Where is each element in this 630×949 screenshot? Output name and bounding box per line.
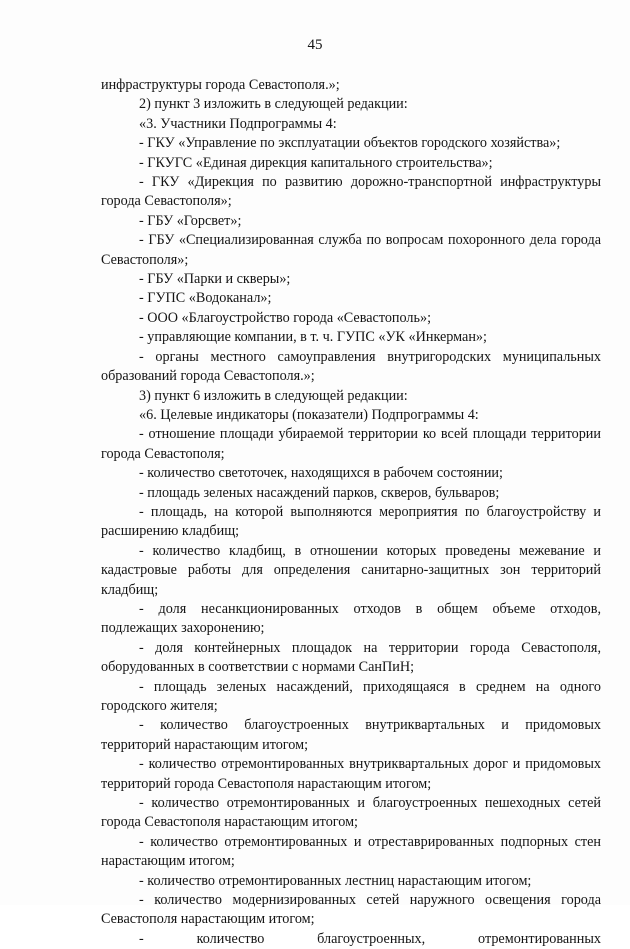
paragraph: - органы местного самоуправления внутригородских муниципальных образований города Севастополя.»;	[101, 348, 601, 385]
paragraph: - количество кладбищ, в отношении которых проведены межевание и кадастровые работы для определения санитарно-защитных зон территорий кладбищ;	[101, 542, 601, 598]
paragraph: - количество благоустроенных, отремонтированных	[139, 930, 601, 947]
paragraph: 2) пункт 3 изложить в следующей редакции:	[139, 96, 408, 113]
paragraph: - количество модернизированных сетей наружного освещения города Севастополя нарастающим итогом;	[101, 892, 601, 928]
paragraph: - ООО «Благоустройство города «Севастополь»;	[139, 309, 432, 326]
paragraph: инфраструктуры города Севастополя.»;	[101, 77, 340, 93]
paragraph: - количество отремонтированных и отреставрированных подпорных стен нарастающим итогом;	[101, 833, 601, 870]
paragraph: - количество благоустроенных внутриквартальных и придомовых территорий нарастающим итогом;	[101, 717, 601, 753]
paragraph: - количество светоточек, находящихся в рабочем состоянии;	[139, 465, 503, 482]
paragraph: - ГКУГС «Единая дирекция капитального строительства»;	[139, 154, 493, 171]
paragraph: - доля несанкционированных отходов в общем объеме отходов, подлежащих захоронению;	[101, 600, 601, 637]
paragraph: - ГКУ «Управление по эксплуатации объектов городского хозяйства»;	[139, 135, 561, 152]
paragraph: - количество отремонтированных лестниц нарастающим итогом;	[139, 872, 532, 889]
paragraph: «6. Целевые индикаторы (показатели) Подпрограммы 4:	[139, 406, 479, 423]
page-number: 45	[307, 37, 323, 53]
paragraph: - количество отремонтированных внутриквартальных дорог и придомовых территорий города Севастополя нарастающим итогом;	[101, 756, 601, 792]
paragraph: 3) пункт 6 изложить в следующей редакции:	[139, 387, 408, 404]
paragraph: - доля контейнерных площадок на территории города Севастополя, оборудованных в соответствии с нормами СанПиН;	[101, 639, 601, 676]
paragraph: - ГБУ «Специализированная служба по вопросам похоронного дела города Севастополя»;	[101, 232, 601, 268]
paragraph: «3. Участники Подпрограммы 4:	[139, 115, 337, 132]
paragraph: - отношение площади убираемой территории ко всей площади территории города Севастополя;	[101, 426, 601, 462]
paragraph: - площадь, на которой выполняются мероприятия по благоустройству и расширению кладбищ;	[101, 503, 601, 540]
paragraph: - ГУПС «Водоканал»;	[139, 290, 272, 307]
paragraph: - площадь зеленых насаждений, приходящаяся в среднем на одного городского жителя;	[101, 678, 601, 714]
paragraph: - ГБУ «Парки и скверы»;	[139, 271, 291, 288]
paragraph: - количество отремонтированных и благоустроенных пешеходных сетей города Севастополя нарастающим итогом;	[101, 795, 601, 831]
paragraph: - управляющие компании, в т. ч. ГУПС «УК «Инкерман»;	[139, 329, 487, 346]
document-body	[101, 76, 601, 949]
paragraph: - ГКУ «Дирекция по развитию дорожно-транспортной инфраструктуры города Севастополя»;	[101, 174, 601, 210]
paragraph: - ГБУ «Горсвет»;	[139, 212, 242, 229]
paragraph: - площадь зеленых насаждений парков, скверов, бульваров;	[139, 484, 500, 501]
